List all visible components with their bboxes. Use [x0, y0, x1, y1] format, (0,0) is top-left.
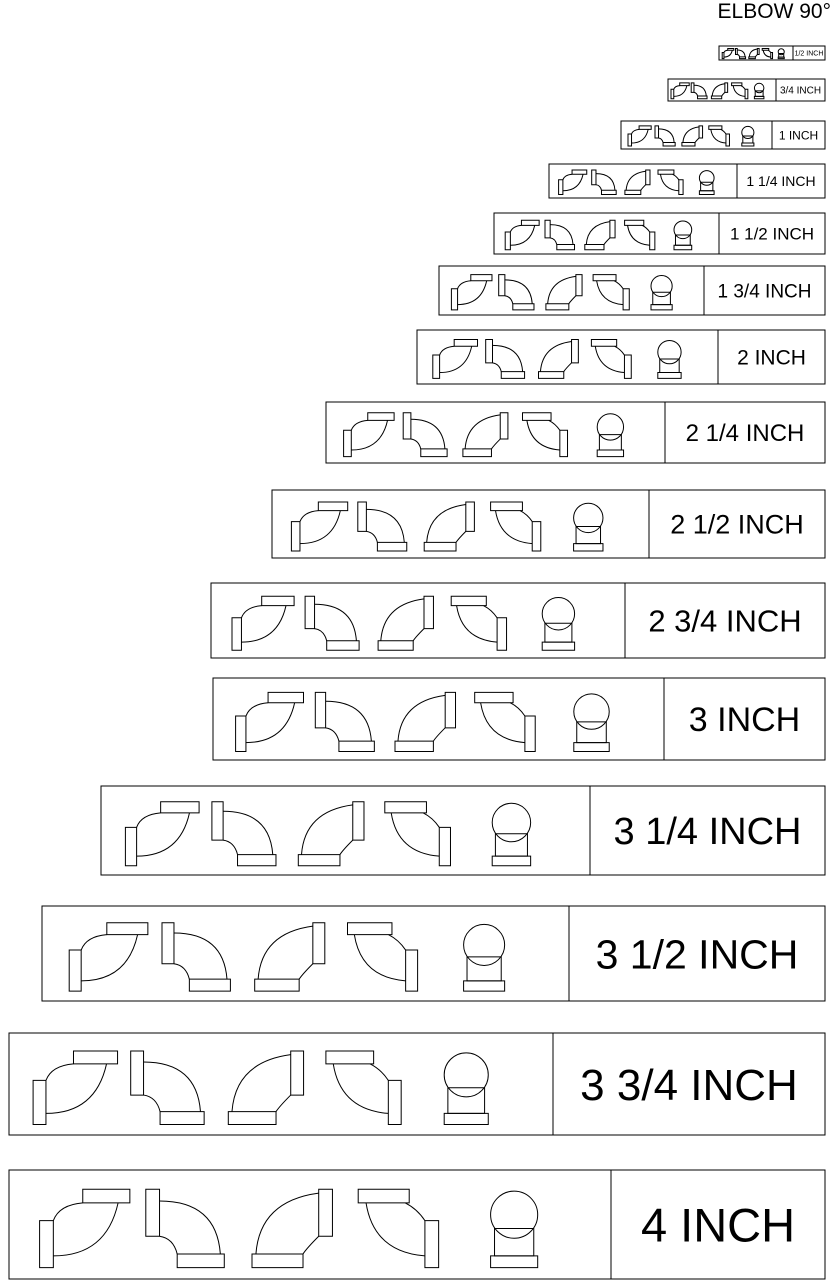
- elbow-sweep-view-icon: [585, 220, 615, 250]
- elbow-end-view-icon: [651, 275, 672, 309]
- elbow-side-view-icon: [559, 170, 587, 194]
- size-row: [494, 213, 825, 254]
- elbow-side-view-icon: [451, 275, 492, 310]
- size-label: 1 1/2 INCH: [729, 224, 815, 244]
- size-row: [101, 786, 825, 875]
- size-row: [326, 402, 825, 463]
- elbow-end-view-icon: [674, 221, 692, 250]
- size-label: 2 1/4 INCH: [685, 420, 805, 448]
- elbow-side-view-icon: [505, 220, 539, 250]
- elbow-sweep-view-icon: [749, 49, 759, 59]
- elbow-sweep-view-icon: [378, 596, 433, 650]
- size-row: [439, 266, 825, 315]
- elbow-side-view-icon: [291, 502, 347, 551]
- elbow-end-view-icon: [574, 694, 609, 752]
- elbow-end-view-icon: [464, 924, 505, 991]
- size-row: [213, 678, 825, 760]
- elbow-front-view-icon: [358, 502, 407, 551]
- size-label: 4 INCH: [640, 1198, 796, 1252]
- elbow-side-view-icon: [671, 83, 689, 99]
- size-row: [9, 1033, 825, 1135]
- elbow-side-view-icon: [628, 126, 651, 146]
- elbow-rear-view-icon: [591, 340, 631, 379]
- elbow-rear-view-icon: [732, 83, 748, 99]
- elbow-side-view-icon: [236, 692, 304, 751]
- elbow-front-view-icon: [315, 692, 374, 751]
- elbow-rear-view-icon: [475, 692, 536, 751]
- size-label: 3 1/2 INCH: [595, 931, 799, 978]
- elbow-front-view-icon: [162, 923, 230, 991]
- size-row: [621, 121, 825, 149]
- page-title: ELBOW 90°: [717, 0, 831, 23]
- elbow-side-view-icon: [125, 802, 199, 866]
- elbow-end-view-icon: [444, 1053, 488, 1125]
- elbow-rear-view-icon: [451, 596, 506, 650]
- elbow-end-view-icon: [597, 414, 623, 457]
- elbow-end-view-icon: [778, 49, 784, 59]
- elbow-sweep-view-icon: [228, 1051, 303, 1124]
- elbow-rear-view-icon: [625, 220, 655, 250]
- elbow-side-view-icon: [433, 340, 478, 379]
- elbow-front-view-icon: [592, 170, 616, 194]
- size-label: 3 1/4 INCH: [613, 811, 802, 854]
- elbow-front-view-icon: [499, 275, 534, 310]
- elbow-end-view-icon: [658, 340, 681, 378]
- elbow-front-view-icon: [146, 1189, 224, 1267]
- elbow-sweep-view-icon: [424, 502, 474, 551]
- elbow-sweep-view-icon: [711, 83, 727, 99]
- elbow-rear-view-icon: [658, 170, 683, 194]
- size-label: 1/2 INCH: [794, 50, 824, 58]
- size-row: [211, 583, 825, 658]
- size-label: 2 3/4 INCH: [648, 603, 802, 639]
- elbow-front-view-icon: [736, 49, 746, 59]
- elbow-front-view-icon: [691, 83, 707, 99]
- size-label: 1 INCH: [778, 128, 819, 143]
- elbow-side-view-icon: [232, 596, 294, 650]
- elbow-sweep-view-icon: [255, 923, 325, 991]
- elbow-end-view-icon: [754, 83, 764, 98]
- elbow-side-view-icon: [344, 413, 395, 457]
- elbow-front-view-icon: [545, 220, 575, 250]
- elbow-end-view-icon: [699, 171, 714, 195]
- elbow-rear-view-icon: [385, 802, 451, 866]
- size-row: [42, 906, 825, 1001]
- elbow-end-view-icon: [492, 803, 530, 865]
- elbow-front-view-icon: [655, 126, 675, 146]
- elbow-sweep-view-icon: [252, 1189, 332, 1267]
- size-row: [549, 164, 825, 198]
- size-label: 3 INCH: [688, 701, 801, 740]
- elbow-rear-view-icon: [358, 1189, 438, 1267]
- elbow-rear-view-icon: [709, 126, 730, 146]
- elbow-front-view-icon: [403, 413, 447, 457]
- size-row: [417, 330, 825, 384]
- elbow-end-view-icon: [542, 598, 574, 651]
- elbow-sweep-view-icon: [463, 413, 508, 457]
- elbow-sweep-view-icon: [682, 126, 703, 146]
- size-label: 2 INCH: [737, 346, 806, 370]
- size-row: [272, 490, 825, 558]
- size-label: 1 1/4 INCH: [746, 173, 816, 190]
- elbow-side-view-icon: [33, 1051, 117, 1124]
- elbow-front-view-icon: [486, 340, 525, 379]
- elbow-rear-view-icon: [762, 49, 772, 59]
- elbow-rear-view-icon: [348, 923, 418, 991]
- size-row: [9, 1170, 825, 1279]
- elbow-side-view-icon: [69, 923, 148, 991]
- elbow-rear-view-icon: [326, 1051, 401, 1124]
- elbow-rear-view-icon: [593, 275, 629, 310]
- elbow-side-view-icon: [722, 49, 734, 59]
- size-row: [719, 46, 825, 60]
- size-label: 1 3/4 INCH: [717, 281, 812, 303]
- elbow-sweep-view-icon: [298, 802, 364, 866]
- elbow-end-view-icon: [574, 503, 603, 551]
- elbow-end-view-icon: [491, 1191, 538, 1268]
- elbow-side-view-icon: [40, 1189, 130, 1267]
- size-label: 3/4 INCH: [779, 85, 822, 97]
- size-label: 3 3/4 INCH: [580, 1060, 798, 1110]
- size-row: [668, 79, 825, 101]
- elbow-sweep-view-icon: [539, 340, 579, 379]
- elbow-front-view-icon: [305, 596, 359, 650]
- elbow-rear-view-icon: [523, 413, 568, 457]
- elbow-sweep-view-icon: [546, 275, 582, 310]
- size-label: 2 1/2 INCH: [670, 509, 804, 540]
- elbow-front-view-icon: [131, 1051, 204, 1124]
- elbow-front-view-icon: [212, 802, 276, 866]
- elbow-sweep-view-icon: [625, 170, 650, 194]
- elbow-sweep-view-icon: [395, 692, 456, 751]
- elbow-end-view-icon: [742, 126, 754, 146]
- elbow-rear-view-icon: [491, 502, 541, 551]
